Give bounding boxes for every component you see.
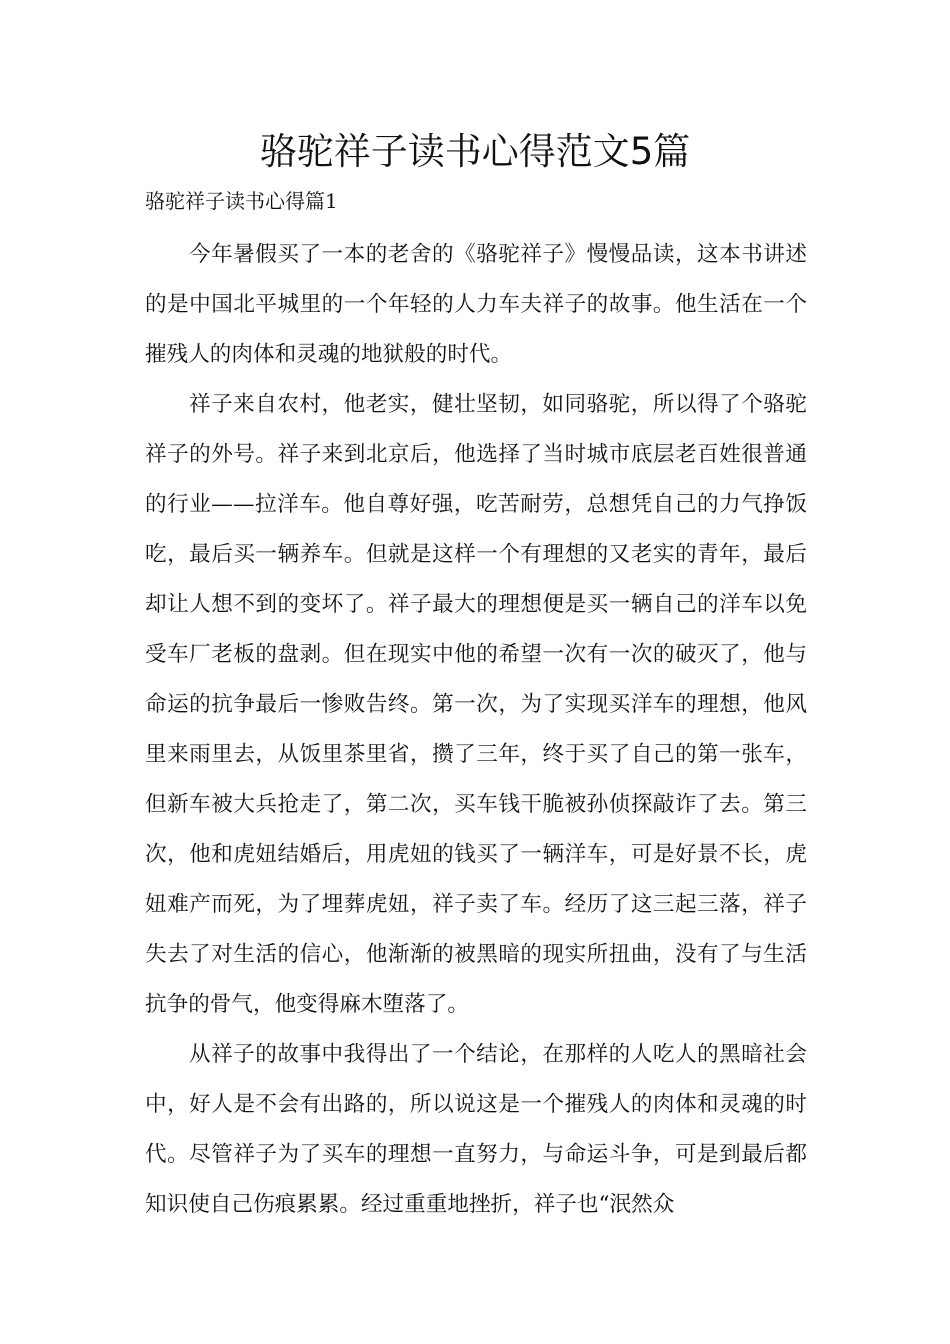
body-paragraph-3: 从祥子的故事中我得出了一个结论，在那样的人吃人的黑暗社会中，好人是不会有出路的，所以说这是一个摧残人的肉体和灵魂的时代。尽管祥子为了买车的理想一直努力，与命运斗争，可是到最后都知识使自己伤痕累累。经过重重地挫折，祥子也“泯然众 bbox=[145, 1042, 807, 1217]
section-heading: 骆驼祥子读书心得篇1 bbox=[145, 189, 338, 213]
body-paragraph-1: 今年暑假买了一本的老舍的《骆驼祥子》慢慢品读，这本书讲述的是中国北平城里的一个年轻的人力车夫祥子的故事。他生活在一个摧残人的肉体和灵魂的地狱般的时代。 bbox=[145, 242, 807, 367]
document-title: 骆驼祥子读书心得范文5篇 bbox=[259, 130, 691, 173]
body-paragraph-2: 祥子来自农村，他老实，健壮坚韧，如同骆驼，所以得了个骆驼祥子的外号。祥子来到北京后，他选择了当时城市底层老百姓很普通的行业——拉洋车。他自尊好强，吃苦耐劳，总想凭自己的力气挣饭吃，最后买一辆养车。但就是这样一个有理想的又老实的青年，最后却让人想不到的变坏了。祥子最大的理想便是买一辆自己的洋车以免受车厂老板的盘剥。但在现实中他的希望一次有一次的破灭了，他与命运的抗争最后一惨败告终。第一次，为了实现买洋车的理想，他风里来雨里去，从饭里茶里省，攒了三年，终于买了自己的第一张车，但新车被大兵抢走了，第二次，买车钱干脆被孙侦探敲诈了去。第三次，他和虎妞结婚后，用虎妞的钱买了一辆洋车，可是好景不长，虎妞难产而死，为了埋葬虎妞，祥子卖了车。经历了这三起三落，祥子失去了对生活的信心，他渐渐的被黑暗的现实所扭曲，没有了与生活抗争的骨气，他变得麻木堕落了。 bbox=[145, 392, 807, 1017]
document-body bbox=[145, 230, 807, 1230]
